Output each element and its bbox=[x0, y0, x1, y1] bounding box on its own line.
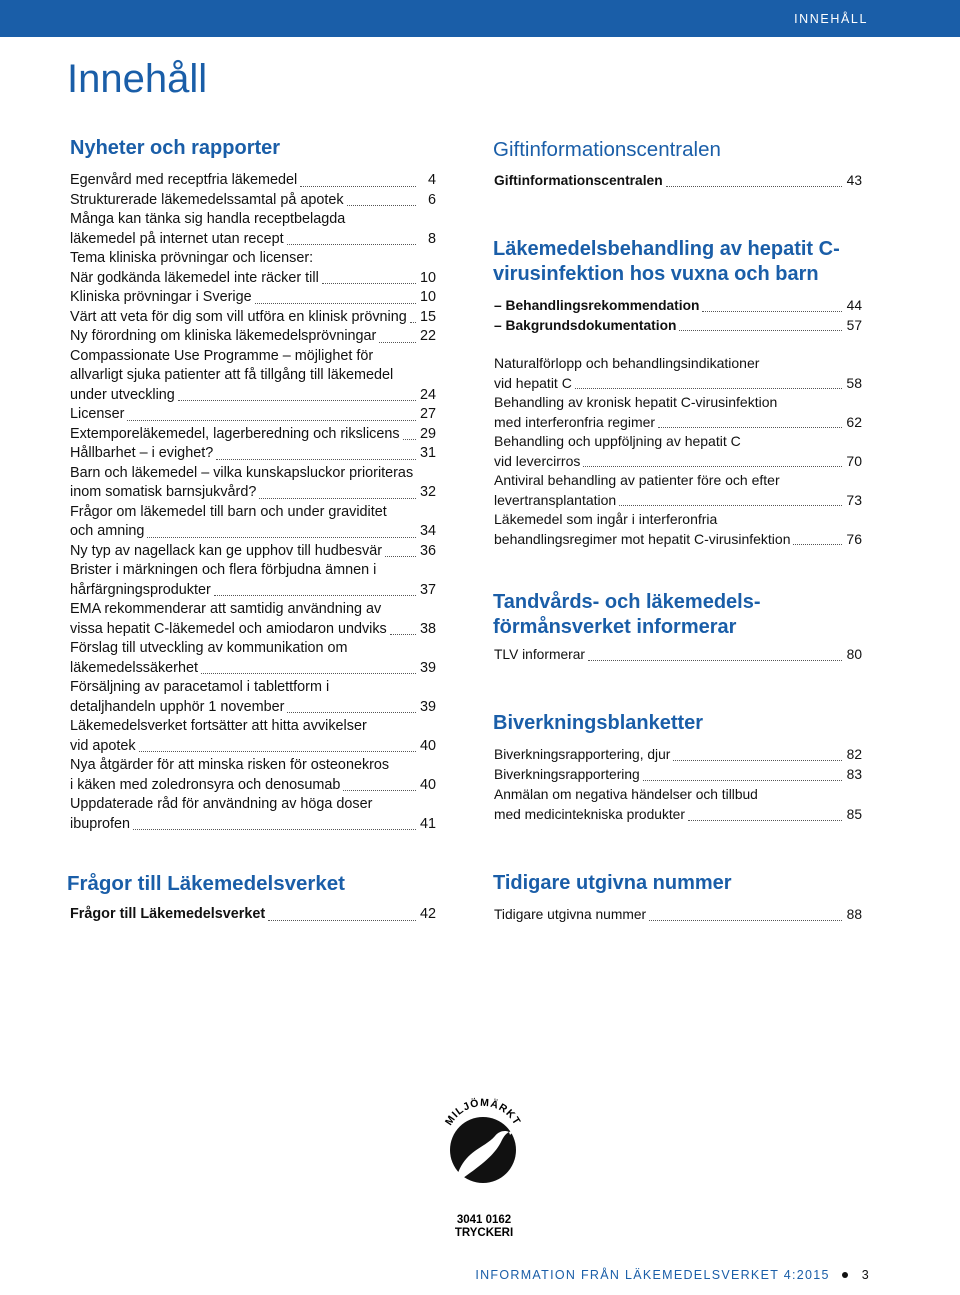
toc-entry[interactable] bbox=[494, 393, 862, 432]
dot-leader bbox=[649, 919, 842, 921]
toc-entry-title: När godkända läkemedel inte räcker till bbox=[70, 269, 319, 286]
toc-entry-title: Försäljning av paracetamol i tablettform i bbox=[70, 679, 330, 695]
eco-label-swan-icon bbox=[433, 1090, 533, 1190]
heading-tandvard bbox=[493, 590, 761, 640]
dot-leader bbox=[268, 919, 416, 921]
toc-entry-title: Licenser bbox=[70, 406, 125, 422]
dot-leader bbox=[679, 329, 842, 331]
toc-entry-page: 40 bbox=[419, 776, 436, 793]
dot-leader bbox=[178, 399, 416, 401]
toc-list-biverkning bbox=[494, 745, 862, 825]
toc-entry-page: 37 bbox=[419, 581, 436, 598]
toc-entry-title: Egenvård med receptfria läkemedel bbox=[70, 172, 298, 188]
dot-leader bbox=[287, 711, 416, 713]
toc-entry[interactable] bbox=[494, 296, 862, 316]
toc-entry[interactable] bbox=[70, 717, 436, 756]
toc-list-hepatit bbox=[494, 354, 862, 549]
page-title: Innehåll bbox=[67, 57, 208, 101]
toc-entry-page: 32 bbox=[419, 484, 436, 500]
toc-entry[interactable] bbox=[70, 405, 436, 425]
toc-entry-title: i käken med zoledronsyra och denosumab bbox=[70, 776, 341, 793]
toc-entry-title: TLV informerar bbox=[494, 647, 585, 662]
toc-entry-title: Värt att veta för dig som vill utföra en klinisk prövning bbox=[70, 308, 407, 325]
toc-entry-title: Nya åtgärder för att minska risken för osteonekros bbox=[70, 757, 390, 773]
toc-entry[interactable] bbox=[70, 600, 436, 639]
toc-entry-title: med interferonfria regimer bbox=[494, 413, 656, 430]
toc-entry[interactable] bbox=[70, 795, 436, 834]
toc-entry-page: 85 bbox=[846, 807, 862, 822]
dot-leader bbox=[343, 789, 416, 791]
toc-entry[interactable] bbox=[70, 171, 436, 191]
dot-leader bbox=[673, 759, 842, 761]
toc-entry-title: hårfärgningsprodukter bbox=[70, 581, 211, 598]
toc-entry[interactable] bbox=[70, 444, 436, 464]
toc-entry-page: 22 bbox=[419, 328, 436, 344]
toc-entry-title: Giftinformationscentralen bbox=[494, 173, 663, 188]
toc-list-tidigare bbox=[494, 905, 862, 925]
toc-list-fragor bbox=[70, 905, 436, 925]
toc-entry[interactable] bbox=[70, 288, 436, 308]
toc-entry-page: 83 bbox=[846, 767, 862, 782]
toc-entry-title: Ny typ av nagellack kan ge upphov till hudbesvär bbox=[70, 542, 382, 559]
toc-entry-title: behandlingsregimer mot hepatit C-virusinfektion bbox=[494, 530, 791, 547]
toc-entry-page: 15 bbox=[419, 308, 436, 325]
dot-leader bbox=[588, 659, 842, 661]
toc-entry-page: 31 bbox=[419, 445, 436, 461]
toc-entry-title: Tema kliniska prövningar och licenser: bbox=[70, 250, 314, 266]
toc-entry-title: Anmälan om negativa händelser och tillbud bbox=[494, 787, 758, 802]
dot-leader bbox=[259, 497, 416, 499]
heading-hepatit-line1: Läkemedelsbehandling av hepatit C- bbox=[493, 238, 840, 260]
eco-label-arc-text: MILJÖMÄRKT bbox=[442, 1096, 524, 1128]
toc-list-hepatit-main bbox=[494, 296, 862, 335]
toc-entry[interactable] bbox=[494, 785, 862, 825]
dot-leader bbox=[300, 185, 416, 187]
dot-leader bbox=[403, 438, 416, 440]
dot-leader bbox=[385, 555, 416, 557]
toc-entry-page: 70 bbox=[846, 452, 862, 469]
toc-entry-title: EMA rekommenderar att samtidig användning av bbox=[70, 601, 382, 617]
heading-biverkning: Biverkningsblanketter bbox=[493, 712, 704, 734]
toc-entry-title: Läkemedelsverket fortsätter att hitta avvikelser bbox=[70, 718, 367, 734]
toc-entry-page: 38 bbox=[419, 620, 436, 637]
toc-entry-title: Förslag till utveckling av kommunikation om bbox=[70, 640, 348, 656]
toc-entry[interactable] bbox=[494, 745, 862, 765]
toc-entry-title: Hållbarhet – i evighet? bbox=[70, 445, 214, 461]
toc-entry[interactable] bbox=[70, 542, 436, 562]
toc-entry[interactable] bbox=[70, 678, 436, 717]
toc-entry-title: levertransplantation bbox=[494, 491, 617, 508]
toc-entry-page: 43 bbox=[846, 173, 862, 188]
dot-leader bbox=[643, 779, 842, 781]
dot-leader bbox=[322, 282, 416, 284]
toc-entry[interactable] bbox=[494, 645, 862, 665]
dot-leader bbox=[658, 426, 842, 428]
toc-entry[interactable] bbox=[70, 503, 436, 542]
dot-leader bbox=[255, 302, 416, 304]
toc-entry[interactable] bbox=[494, 471, 862, 510]
toc-entry-title: Ny förordning om kliniska läkemedelsprövningar bbox=[70, 328, 377, 344]
heading-hepatit-line2: virusinfektion hos vuxna och barn bbox=[493, 263, 819, 285]
heading-nyheter: Nyheter och rapporter bbox=[70, 137, 281, 159]
header-bar bbox=[0, 0, 960, 37]
eco-label-text: TRYCKERI bbox=[454, 1227, 514, 1239]
toc-entry-title: Biverkningsrapportering, djur bbox=[494, 747, 671, 762]
toc-entry-page: 10 bbox=[419, 289, 436, 305]
dot-leader bbox=[702, 310, 842, 312]
toc-entry-page: 62 bbox=[846, 413, 862, 430]
dot-leader bbox=[127, 419, 416, 421]
toc-entry-page: 40 bbox=[419, 737, 436, 754]
toc-entry[interactable] bbox=[70, 347, 436, 406]
toc-entry-title: läkemedel på internet utan recept bbox=[70, 230, 284, 247]
toc-entry-page: 44 bbox=[846, 298, 862, 313]
toc-entry-page: 58 bbox=[846, 374, 862, 391]
toc-entry[interactable] bbox=[70, 210, 436, 249]
dot-leader bbox=[214, 594, 416, 596]
dot-leader bbox=[347, 204, 416, 206]
toc-entry-title: Uppdaterade råd för användning av höga doser bbox=[70, 796, 373, 812]
eco-label-number: 3041 0162 bbox=[456, 1214, 512, 1226]
toc-entry-title: Barn och läkemedel – vilka kunskapsluckor prioriteras bbox=[70, 464, 414, 481]
dot-leader bbox=[139, 750, 416, 752]
toc-entry[interactable] bbox=[70, 191, 436, 211]
heading-tandvard-line1: Tandvårds- och läkemedels- bbox=[493, 591, 761, 613]
page-number: 3 bbox=[861, 1268, 870, 1282]
dot-leader bbox=[216, 458, 416, 460]
toc-entry-page: 76 bbox=[846, 530, 862, 547]
toc-entry-title: Extemporeläkemedel, lagerberedning och rikslicens bbox=[70, 425, 400, 442]
toc-entry-page: 80 bbox=[846, 647, 862, 662]
toc-entry[interactable] bbox=[494, 510, 862, 549]
toc-entry[interactable] bbox=[494, 905, 862, 925]
toc-entry-page: 29 bbox=[419, 425, 436, 442]
toc-entry[interactable] bbox=[70, 249, 436, 288]
toc-entry[interactable] bbox=[494, 316, 862, 336]
toc-entry-page: 24 bbox=[419, 386, 436, 403]
dot-leader bbox=[793, 543, 842, 545]
toc-entry-title: läkemedelssäkerhet bbox=[70, 659, 198, 676]
toc-entry-title: Strukturerade läkemedelssamtal på apotek bbox=[70, 191, 344, 208]
toc-entry-title: vissa hepatit C-läkemedel och amiodaron undviks bbox=[70, 620, 387, 637]
toc-entry[interactable] bbox=[70, 561, 436, 600]
toc-entry-page: 34 bbox=[419, 523, 436, 539]
section-label: INNEHÅLL bbox=[794, 12, 868, 26]
toc-entry-title: Läkemedel som ingår i interferonfria bbox=[494, 511, 718, 527]
toc-entry-title: Behandling och uppföljning av hepatit C bbox=[494, 433, 741, 449]
toc-entry-title: vid hepatit C bbox=[494, 374, 572, 391]
dot-leader bbox=[575, 387, 842, 389]
toc-entry-title: Biverkningsrapportering bbox=[494, 767, 640, 782]
toc-entry-page: 82 bbox=[846, 747, 862, 762]
toc-entry-title: och amning bbox=[70, 523, 145, 539]
dot-leader bbox=[379, 341, 416, 343]
footer-bullet-icon bbox=[842, 1272, 848, 1278]
toc-entry-title: Kliniska prövningar i Sverige bbox=[70, 289, 252, 305]
footer-publication: INFORMATION FRÅN LÄKEMEDELSVERKET 4:2015 bbox=[475, 1268, 830, 1282]
toc-entry-title: – Behandlingsrekommendation bbox=[494, 298, 700, 313]
toc-entry-page: 73 bbox=[846, 491, 862, 508]
toc-entry[interactable] bbox=[70, 308, 436, 328]
toc-entry-page: 27 bbox=[419, 406, 436, 422]
toc-entry-title: detaljhandeln upphör 1 november bbox=[70, 698, 285, 715]
heading-gift: Giftinformationscentralen bbox=[493, 138, 721, 161]
toc-entry[interactable] bbox=[494, 171, 862, 191]
toc-entry-title: Frågor om läkemedel till barn och under graviditet bbox=[70, 503, 387, 520]
heading-fragor: Frågor till Läkemedelsverket bbox=[67, 872, 346, 895]
toc-entry-title: Behandling av kronisk hepatit C-virusinfektion bbox=[494, 394, 778, 410]
toc-entry-page: 41 bbox=[419, 815, 436, 832]
toc-list-gift bbox=[494, 171, 862, 191]
toc-entry-title: Compassionate Use Programme – möjlighet för bbox=[70, 347, 374, 364]
page-footer bbox=[475, 1268, 870, 1282]
dot-leader bbox=[583, 465, 842, 467]
toc-entry[interactable] bbox=[70, 639, 436, 678]
toc-list-tandvard bbox=[494, 645, 862, 665]
toc-entry-title: ibuprofen bbox=[70, 815, 131, 832]
toc-entry-page: 39 bbox=[419, 659, 436, 676]
toc-entry[interactable] bbox=[70, 425, 436, 445]
toc-entry-title: Tidigare utgivna nummer bbox=[494, 907, 647, 922]
dot-leader bbox=[390, 633, 416, 635]
dot-leader bbox=[201, 672, 416, 674]
dot-leader bbox=[147, 536, 416, 538]
dot-leader bbox=[666, 185, 842, 187]
toc-entry-page: 39 bbox=[419, 698, 436, 715]
toc-entry[interactable] bbox=[70, 905, 436, 925]
toc-entry-page: 8 bbox=[427, 230, 436, 247]
toc-entry-page: 36 bbox=[419, 542, 436, 559]
heading-tandvard-line2: förmånsverket informerar bbox=[493, 616, 737, 638]
toc-list-nyheter bbox=[70, 171, 436, 834]
toc-entry-page: 57 bbox=[846, 317, 862, 333]
toc-entry-title: inom somatisk barnsjukvård? bbox=[70, 484, 257, 500]
toc-entry[interactable] bbox=[70, 464, 436, 503]
heading-hepatit bbox=[493, 237, 840, 287]
toc-entry-title: allvarligt sjuka patienter att få tillgång till läkemedel bbox=[70, 367, 394, 383]
dot-leader bbox=[410, 321, 416, 323]
toc-entry-page: 6 bbox=[427, 191, 436, 208]
toc-entry[interactable] bbox=[494, 432, 862, 471]
toc-entry-title: under utveckling bbox=[70, 386, 175, 403]
toc-entry[interactable] bbox=[494, 354, 862, 393]
toc-entry-title: med medicintekniska produkter bbox=[494, 807, 685, 822]
toc-entry-title: vid levercirros bbox=[494, 452, 581, 469]
toc-entry-title: Många kan tänka sig handla receptbelagda bbox=[70, 211, 346, 227]
eco-label-code bbox=[452, 1214, 516, 1240]
toc-entry-title: vid apotek bbox=[70, 737, 136, 754]
toc-entry-page: 88 bbox=[846, 907, 862, 922]
toc-entry[interactable] bbox=[70, 327, 436, 347]
dot-leader bbox=[133, 828, 416, 830]
toc-entry-title: Brister i märkningen och flera förbjudna ämnen i bbox=[70, 562, 377, 578]
toc-entry-title: Naturalförlopp och behandlingsindikationer bbox=[494, 355, 760, 371]
heading-tidigare: Tidigare utgivna nummer bbox=[493, 872, 732, 894]
toc-entry[interactable] bbox=[494, 765, 862, 785]
toc-entry[interactable] bbox=[70, 756, 436, 795]
dot-leader bbox=[287, 243, 416, 245]
toc-entry-title: Antiviral behandling av patienter före och efter bbox=[494, 472, 780, 488]
toc-entry-page: 4 bbox=[427, 172, 436, 188]
dot-leader bbox=[688, 819, 842, 821]
toc-entry-title: – Bakgrundsdokumentation bbox=[494, 317, 677, 333]
dot-leader bbox=[619, 504, 842, 506]
toc-entry-title: Frågor till Läkemedelsverket bbox=[70, 906, 266, 922]
toc-entry-page: 10 bbox=[419, 269, 436, 286]
toc-entry-page: 42 bbox=[419, 906, 436, 922]
